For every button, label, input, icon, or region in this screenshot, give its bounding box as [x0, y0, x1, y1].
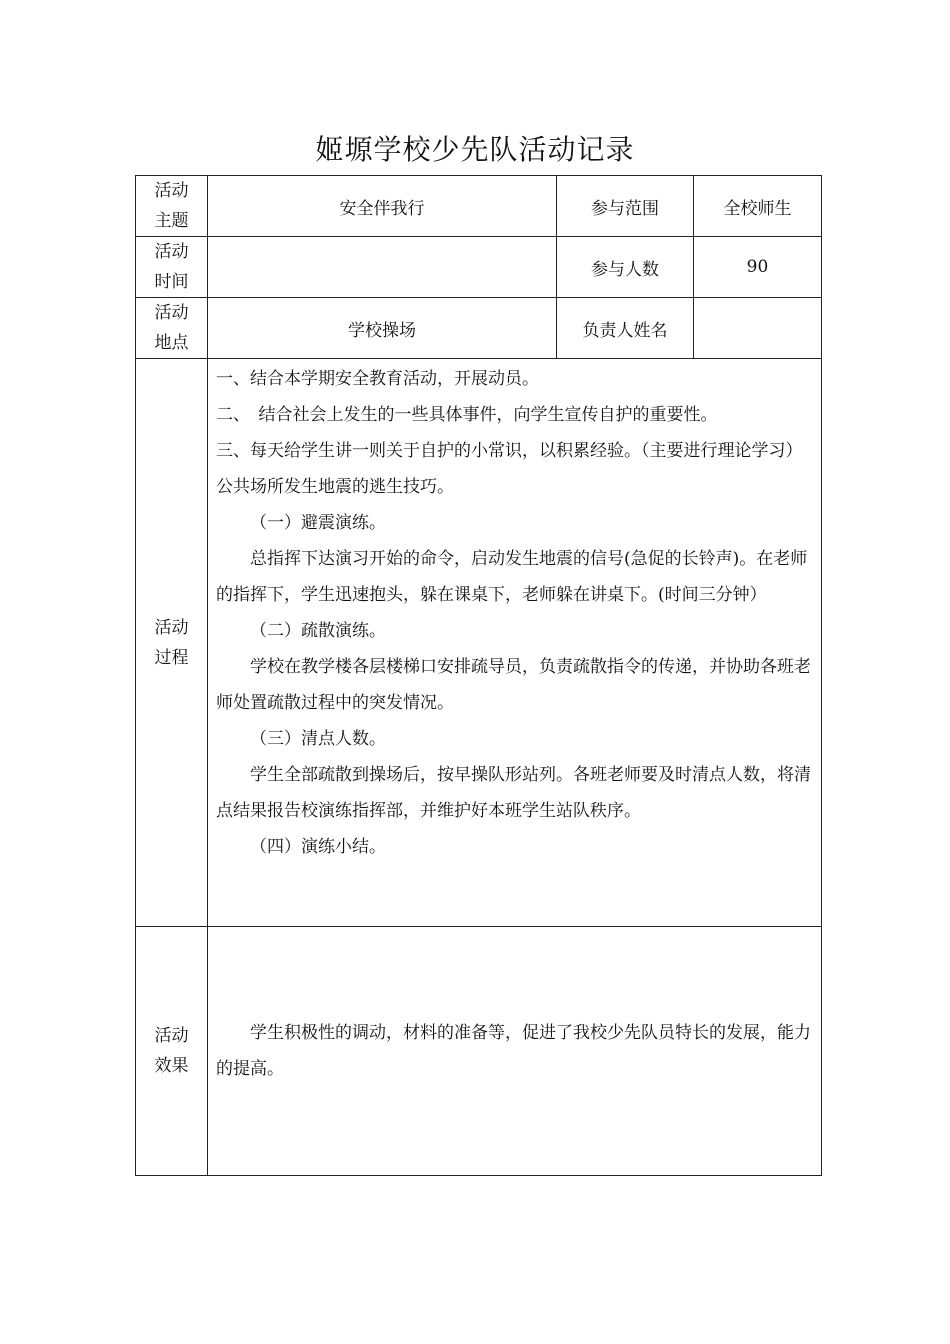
row-theme: [136, 176, 822, 237]
process-line: 总指挥下达演习开始的命令，启动发生地震的信号(急促的长铃声)。在老师的指挥下，学生迅速抱头，躲在课桌下，老师躲在讲桌下。(时间三分钟）: [216, 549, 808, 605]
label-theme: 活动 主题: [136, 176, 208, 237]
process-line: 一、结合本学期安全教育活动，开展动员。: [216, 369, 539, 389]
leader-value: [694, 298, 822, 359]
count-value: 90: [694, 237, 822, 298]
page-title: 姬塬学校少先队活动记录: [315, 133, 635, 166]
process-line: （三）清点人数。: [250, 729, 386, 749]
process-line: （二）疏散演练。: [250, 621, 386, 641]
row-process: [136, 359, 822, 927]
label-count: 参与人数: [557, 237, 694, 298]
label-time: 活动 时间: [136, 237, 208, 298]
time-value: [208, 237, 557, 298]
scope-value: 全校师生: [694, 176, 822, 237]
label-scope: 参与范围: [557, 176, 694, 237]
row-effect: [136, 927, 822, 1176]
label-process: 活动 过程: [136, 359, 208, 927]
process-line: 三、每天给学生讲一则关于自护的小常识，以积累经验。（主要进行理论学习）公共场所发生地震的逃生技巧。: [216, 441, 803, 497]
process-line: 二、 结合社会上发生的一些具体事件，向学生宣传自护的重要性。: [216, 405, 718, 425]
activity-record-table: [135, 175, 822, 1176]
row-time: [136, 237, 822, 298]
label-effect: 活动 效果: [136, 927, 208, 1176]
process-content: [208, 359, 822, 927]
process-line: 学生全部疏散到操场后，按早操队形站列。各班老师要及时清点人数，将清点结果报告校演练指挥部，并维护好本班学生站队秩序。: [216, 765, 811, 821]
label-leader: 负责人姓名: [557, 298, 694, 359]
effect-content: [208, 927, 822, 1176]
label-place: 活动 地点: [136, 298, 208, 359]
process-line: （四）演练小结。: [250, 837, 386, 857]
place-value: 学校操场: [208, 298, 557, 359]
row-place: [136, 298, 822, 359]
process-line: （一）避震演练。: [250, 513, 386, 533]
process-line: 学校在教学楼各层楼梯口安排疏导员，负责疏散指令的传递，并协助各班老师处置疏散过程中的突发情况。: [216, 657, 811, 713]
theme-value: 安全伴我行: [208, 176, 557, 237]
effect-text: 学生积极性的调动，材料的准备等，促进了我校少先队员特长的发展，能力的提高。: [216, 1023, 811, 1079]
